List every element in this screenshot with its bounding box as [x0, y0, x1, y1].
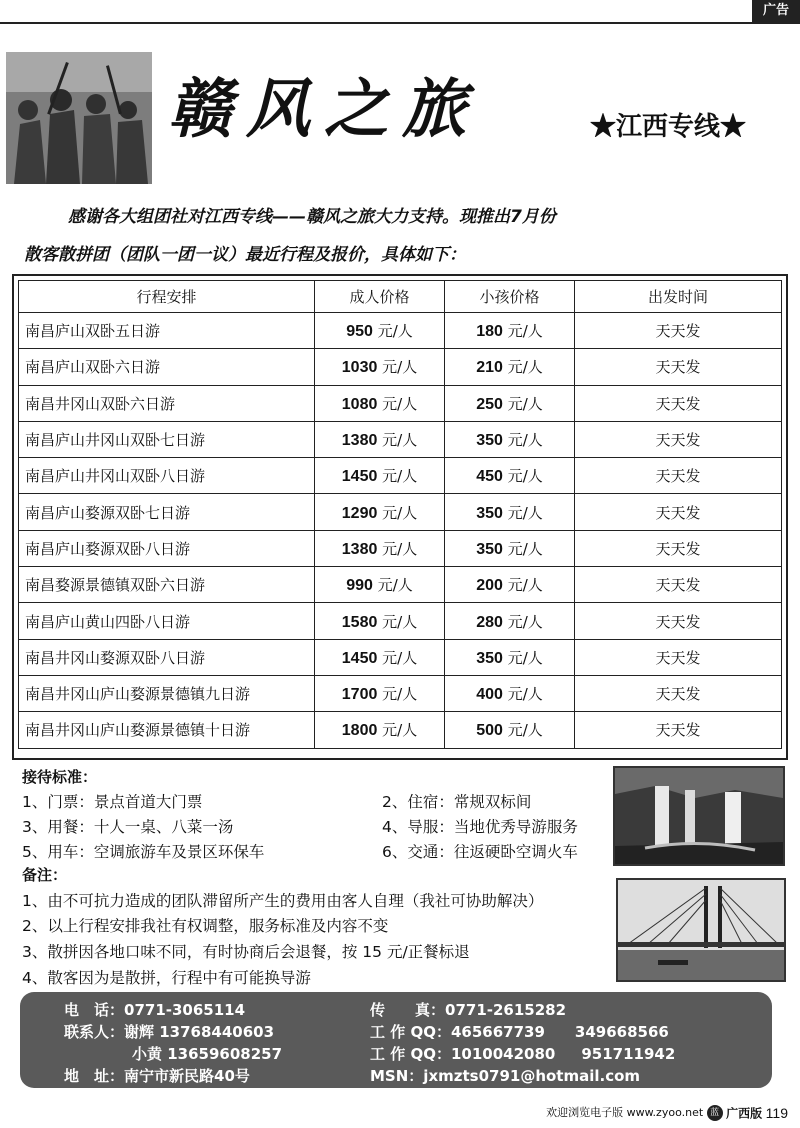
- child-price-cell: [445, 313, 575, 349]
- qq-number: 1010042080: [450, 1045, 556, 1063]
- depart-cell: 天天发: [575, 603, 782, 639]
- depart-cell: 天天发: [575, 458, 782, 494]
- adult-price-cell: [315, 349, 445, 385]
- price-unit: 元/人: [507, 576, 543, 595]
- adult-price: 990: [346, 577, 373, 595]
- bridge-photo: [616, 878, 786, 982]
- badge-icon: 蓝: [707, 1105, 723, 1121]
- route-cell: 南昌井冈山婺源双卧八日游: [19, 639, 315, 675]
- price-unit: 元/人: [382, 612, 418, 631]
- footer-edition: 广西版: [726, 1106, 763, 1121]
- qq-label: 工 作 QQ：: [370, 1045, 451, 1063]
- contact-person-2: 小黄 13659608257: [132, 1045, 283, 1063]
- standards-item: 5、用车：空调旅游车及景区环保车: [22, 843, 265, 861]
- route-cell: 南昌庐山双卧六日游: [19, 349, 315, 385]
- adult-price: 1450: [341, 649, 378, 667]
- table-row: [19, 603, 782, 639]
- adult-price-cell: [315, 639, 445, 675]
- price-unit: 元/人: [507, 648, 543, 667]
- adult-price-cell: [315, 313, 445, 349]
- depart-cell: 天天发: [575, 712, 782, 748]
- adult-price-cell: [315, 603, 445, 639]
- child-price-cell: [445, 675, 575, 711]
- table-row: [19, 675, 782, 711]
- depart-cell: 天天发: [575, 494, 782, 530]
- price-unit: 元/人: [507, 539, 543, 558]
- price-unit: 元/人: [382, 648, 418, 667]
- msn-address: jxmzts0791@hotmail.com: [423, 1067, 641, 1085]
- adult-price-cell: [315, 567, 445, 603]
- soldiers-photo: [6, 52, 152, 184]
- child-price: 500: [476, 722, 503, 740]
- contact-person-line: [64, 1021, 274, 1042]
- child-price: 250: [476, 395, 503, 413]
- price-unit: 元/人: [382, 394, 418, 413]
- contact-label: 联系人：: [64, 1023, 125, 1041]
- intro-line-1: 感谢各大组团社对江西专线——赣风之旅大力支持。现推出7月份: [68, 207, 556, 227]
- table-row: [19, 567, 782, 603]
- phone-number: 0771-3065114: [124, 1001, 246, 1019]
- price-unit: 元/人: [507, 358, 543, 377]
- notes-item: 2、以上行程安排我社有权调整，服务标准及内容不变: [22, 917, 389, 935]
- depart-cell: 天天发: [575, 421, 782, 457]
- msn-label: MSN：: [370, 1067, 424, 1085]
- col-header-child: 小孩价格: [445, 281, 575, 313]
- adult-price: 1380: [341, 540, 378, 558]
- adult-price: 1030: [341, 359, 378, 377]
- child-price-cell: [445, 603, 575, 639]
- qq-number: 951711942: [581, 1045, 676, 1063]
- table-row: [19, 313, 782, 349]
- table-row: [19, 385, 782, 421]
- footer-website-text: 欢迎浏览电子版 www.zyoo.net: [546, 1106, 704, 1119]
- price-table-frame: [12, 274, 788, 760]
- child-price: 210: [476, 359, 503, 377]
- price-unit: 元/人: [382, 721, 418, 740]
- price-unit: 元/人: [382, 431, 418, 450]
- headline-subtitle: ★江西专线★: [590, 112, 747, 142]
- price-unit: 元/人: [377, 576, 413, 595]
- notes-item: 1、由不可抗力造成的团队滞留所产生的费用由客人自理（我社可协助解决）: [22, 892, 544, 910]
- msn-line: [370, 1065, 640, 1086]
- route-cell: 南昌庐山黄山四卧八日游: [19, 603, 315, 639]
- standards-item: 6、交通：往返硬卧空调火车: [382, 843, 578, 861]
- depart-cell: 天天发: [575, 639, 782, 675]
- adult-price: 1290: [341, 504, 378, 522]
- child-price-cell: [445, 458, 575, 494]
- price-table: [18, 280, 782, 749]
- depart-cell: 天天发: [575, 530, 782, 566]
- route-cell: 南昌婺源景德镇双卧六日游: [19, 567, 315, 603]
- headline-title: 赣风之旅: [168, 72, 480, 147]
- qq-number: 465667739: [450, 1023, 545, 1041]
- table-row: [19, 494, 782, 530]
- price-unit: 元/人: [507, 467, 543, 486]
- standards-heading: 接待标准：: [22, 768, 98, 786]
- price-unit: 元/人: [507, 685, 543, 704]
- price-unit: 元/人: [507, 612, 543, 631]
- page-number: 119: [765, 1105, 788, 1121]
- route-cell: 南昌庐山婺源双卧七日游: [19, 494, 315, 530]
- adult-price: 950: [346, 323, 373, 341]
- route-cell: 南昌井冈山庐山婺源景德镇九日游: [19, 675, 315, 711]
- table-header-row: [19, 281, 782, 313]
- contact-person-1: 谢辉 13768440603: [124, 1023, 275, 1041]
- route-cell: 南昌庐山井冈山双卧八日游: [19, 458, 315, 494]
- qq-line-2: [370, 1043, 675, 1064]
- child-price-cell: [445, 385, 575, 421]
- child-price: 350: [476, 649, 503, 667]
- child-price: 450: [476, 468, 503, 486]
- waterfall-photo: [613, 766, 785, 866]
- price-unit: 元/人: [382, 358, 418, 377]
- adult-price-cell: [315, 494, 445, 530]
- intro-line-2: 散客散拼团（团队一团一议）最近行程及报价，具体如下：: [24, 245, 466, 265]
- adult-price: 1450: [341, 468, 378, 486]
- top-rule: [0, 22, 800, 24]
- adult-price: 1380: [341, 432, 378, 450]
- child-price-cell: [445, 421, 575, 457]
- adult-price-cell: [315, 712, 445, 748]
- adult-price: 1700: [341, 686, 378, 704]
- standards-item: 3、用餐：十人一桌、八菜一汤: [22, 818, 234, 836]
- contact-person-2-line: [132, 1043, 282, 1064]
- notes-item: 3、散拼因各地口味不同，有时协商后会退餐，按 15 元/正餐标退: [22, 943, 470, 961]
- qq-line-1: [370, 1021, 669, 1042]
- standards-item: 4、导服：当地优秀导游服务: [382, 818, 578, 836]
- fax-line: [370, 999, 566, 1020]
- price-unit: 元/人: [507, 394, 543, 413]
- address: 南宁市新民路40号: [124, 1067, 250, 1085]
- fax-number: 0771-2615282: [445, 1001, 567, 1019]
- adult-price-cell: [315, 530, 445, 566]
- adult-price: 1580: [341, 613, 378, 631]
- price-unit: 元/人: [507, 721, 543, 740]
- depart-cell: 天天发: [575, 385, 782, 421]
- price-unit: 元/人: [507, 503, 543, 522]
- depart-cell: 天天发: [575, 313, 782, 349]
- notes-heading: 备注：: [22, 866, 68, 884]
- page-footer: [546, 1104, 788, 1122]
- child-price-cell: [445, 349, 575, 385]
- table-row: [19, 712, 782, 748]
- child-price: 180: [476, 323, 503, 341]
- qq-number: 349668566: [574, 1023, 669, 1041]
- price-unit: 元/人: [382, 467, 418, 486]
- route-cell: 南昌庐山井冈山双卧七日游: [19, 421, 315, 457]
- child-price: 350: [476, 540, 503, 558]
- child-price-cell: [445, 530, 575, 566]
- price-unit: 元/人: [382, 539, 418, 558]
- col-header-adult: 成人价格: [315, 281, 445, 313]
- child-price-cell: [445, 639, 575, 675]
- child-price-cell: [445, 712, 575, 748]
- table-row: [19, 349, 782, 385]
- adult-price-cell: [315, 675, 445, 711]
- notes-item: 4、散客因为是散拼，行程中有可能换导游: [22, 969, 311, 987]
- route-cell: 南昌井冈山庐山婺源景德镇十日游: [19, 712, 315, 748]
- child-price: 350: [476, 432, 503, 450]
- phone-line: [64, 999, 245, 1020]
- adult-price-cell: [315, 458, 445, 494]
- child-price: 280: [476, 613, 503, 631]
- col-header-depart: 出发时间: [575, 281, 782, 313]
- table-row: [19, 458, 782, 494]
- table-row: [19, 530, 782, 566]
- fax-label: 传 真：: [370, 1001, 446, 1019]
- depart-cell: 天天发: [575, 567, 782, 603]
- child-price: 400: [476, 686, 503, 704]
- depart-cell: 天天发: [575, 675, 782, 711]
- adult-price: 1080: [341, 395, 378, 413]
- standards-item: 1、门票：景点首道大门票: [22, 793, 203, 811]
- contact-panel: [20, 992, 772, 1088]
- child-price-cell: [445, 567, 575, 603]
- address-line: [64, 1065, 250, 1086]
- child-price: 350: [476, 504, 503, 522]
- route-cell: 南昌井冈山双卧六日游: [19, 385, 315, 421]
- standards-item: 2、住宿：常规双标间: [382, 793, 532, 811]
- depart-cell: 天天发: [575, 349, 782, 385]
- intro-text: [24, 198, 794, 274]
- child-price: 200: [476, 577, 503, 595]
- ad-tag: 广告: [752, 0, 800, 22]
- price-unit: 元/人: [507, 322, 543, 341]
- adult-price: 1800: [341, 722, 378, 740]
- table-row: [19, 421, 782, 457]
- adult-price-cell: [315, 385, 445, 421]
- route-cell: 南昌庐山双卧五日游: [19, 313, 315, 349]
- col-header-route: 行程安排: [19, 281, 315, 313]
- price-unit: 元/人: [377, 322, 413, 341]
- child-price-cell: [445, 494, 575, 530]
- price-unit: 元/人: [382, 685, 418, 704]
- route-cell: 南昌庐山婺源双卧八日游: [19, 530, 315, 566]
- address-label: 地 址：: [64, 1067, 125, 1085]
- table-row: [19, 639, 782, 675]
- qq-label: 工 作 QQ：: [370, 1023, 451, 1041]
- price-unit: 元/人: [507, 431, 543, 450]
- price-unit: 元/人: [382, 503, 418, 522]
- phone-label: 电 话：: [64, 1001, 125, 1019]
- adult-price-cell: [315, 421, 445, 457]
